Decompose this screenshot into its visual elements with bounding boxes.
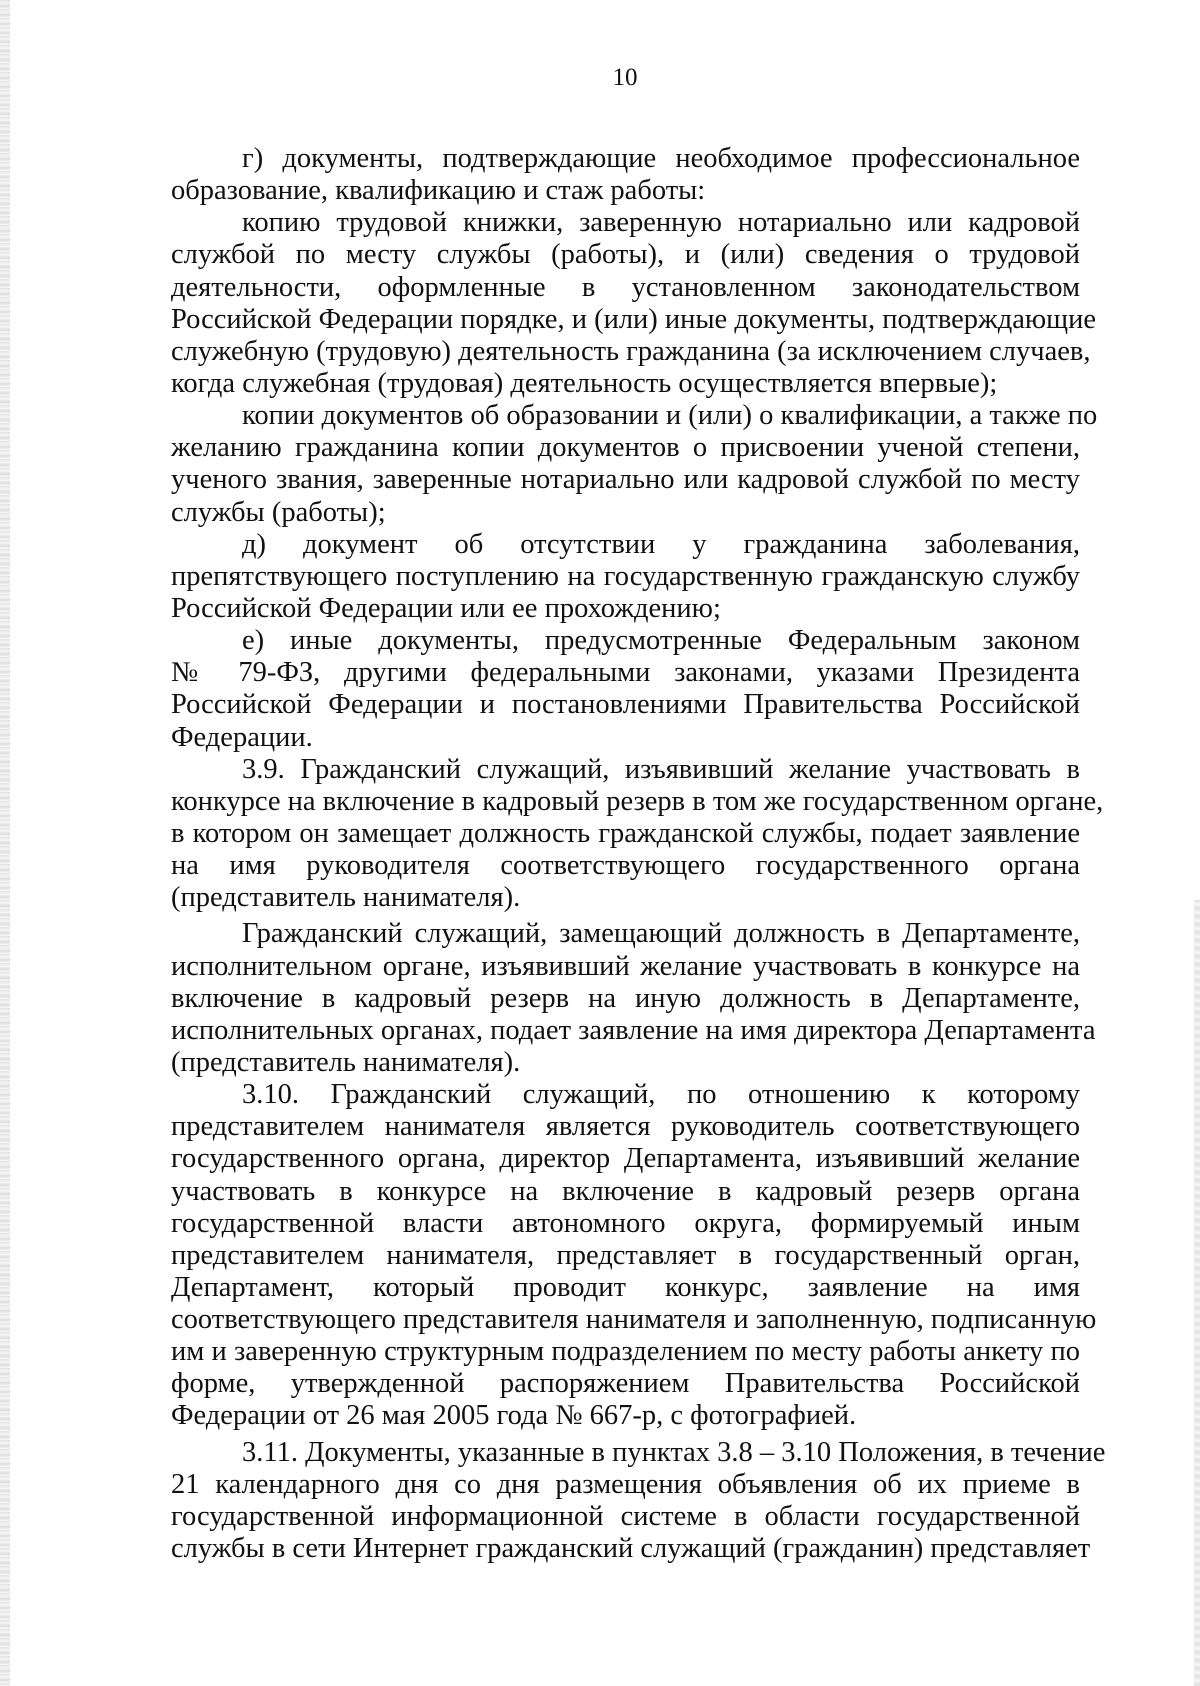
text-line: государственного органа, директор Департамента, изъявивший желание <box>171 1143 1080 1175</box>
text-line: образование, квалификацию и стаж работы: <box>171 175 706 207</box>
text-line: включение в кадровый резерв на иную должность в Департаменте, <box>171 982 1080 1014</box>
text-line: Российской Федерации порядке, и (или) иные документы, подтверждающие <box>171 303 1096 335</box>
text-line: деятельности, оформленные в установленном законодательством <box>171 271 1080 303</box>
text-line: 3.10. Гражданский служащий, по отношению к которому <box>242 1079 1080 1111</box>
text-line: д) документ об отсутствии у гражданина заболевания, <box>242 528 1080 560</box>
page-number: 10 <box>612 64 638 91</box>
text-line: участвовать в конкурсе на включение в кадровый резерв органа <box>171 1175 1080 1207</box>
text-line: 3.11. Документы, указанные в пунктах 3.8 – 3.10 Положения, в течение <box>242 1436 1106 1468</box>
text-line: службой по месту службы (работы), и (или) сведения о трудовой <box>171 239 1080 271</box>
text-line: представителем нанимателя, представляет в государственный орган, <box>171 1239 1080 1271</box>
text-line: Департамент, который проводит конкурс, заявление на имя <box>171 1271 1080 1303</box>
text-line: форме, утвержденной распоряжением Правительства Российской <box>171 1368 1080 1400</box>
text-line: Российской Федерации и постановлениями Правительства Российской <box>171 689 1080 721</box>
text-line: ученого звания, заверенные нотариально или кадровой службой по месту <box>171 464 1080 496</box>
text-line: исполнительном органе, изъявивший желание участвовать в конкурсе на <box>171 950 1080 982</box>
text-line: в котором он замещает должность гражданской службы, подает заявление <box>171 817 1080 849</box>
text-line: № 79-ФЗ, другими федеральными законами, указами Президента <box>171 657 1080 689</box>
text-line: 3.9. Гражданский служащий, изъявивший желание участвовать в <box>242 753 1080 785</box>
text-line: Гражданский служащий, замещающий должность в Департаменте, <box>242 918 1080 950</box>
text-line: на имя руководителя соответствующего государственного органа <box>171 850 1080 882</box>
text-line: соответствующего представителя нанимателя и заполненную, подписанную <box>171 1304 1097 1336</box>
text-line: исполнительных органах, подает заявление на имя директора Департамента <box>171 1014 1096 1046</box>
text-line: службы в сети Интернет гражданский служащий (гражданин) представляет <box>171 1533 1091 1565</box>
text-line: препятствующего поступлению на государственную гражданскую службу <box>171 560 1080 592</box>
text-line: конкурсе на включение в кадровый резерв в том же государственном органе, <box>171 785 1104 817</box>
text-line: копию трудовой книжки, заверенную нотариально или кадровой <box>242 207 1080 239</box>
text-line: Российской Федерации или ее прохождению; <box>171 592 721 624</box>
text-line: государственной информационной системе в области государственной <box>171 1500 1080 1532</box>
text-line: (представитель нанимателя). <box>171 1046 521 1078</box>
document-body <box>171 143 1106 1565</box>
text-line: когда служебная (трудовая) деятельность осуществляется впервые); <box>171 367 998 399</box>
scan-edge-right <box>1194 900 1200 1686</box>
text-line: е) иные документы, предусмотренные Федеральным законом <box>242 625 1080 657</box>
scan-edge-left <box>0 0 10 1686</box>
text-line: службы (работы); <box>171 496 386 528</box>
text-line: (представитель нанимателя). <box>171 882 521 914</box>
text-line: желанию гражданина копии документов о присвоении ученой степени, <box>171 432 1080 464</box>
text-line: г) документы, подтверждающие необходимое профессиональное <box>242 143 1080 174</box>
text-line: служебную (трудовую) деятельность гражданина (за исключением случаев, <box>171 335 1091 367</box>
text-line: Федерации от 26 мая 2005 года № 667-р, с фотографией. <box>171 1400 857 1432</box>
text-line: представителем нанимателя является руководитель соответствующего <box>171 1111 1080 1143</box>
text-line: 21 календарного дня со дня размещения объявления об их приеме в <box>171 1468 1080 1500</box>
text-line: копии документов об образовании и (или) о квалификации, а также по <box>242 400 1098 432</box>
text-line: им и заверенную структурным подразделением по месту работы анкету по <box>171 1336 1080 1368</box>
text-line: Федерации. <box>171 721 313 753</box>
text-line: государственной власти автономного округа, формируемый иным <box>171 1207 1080 1239</box>
